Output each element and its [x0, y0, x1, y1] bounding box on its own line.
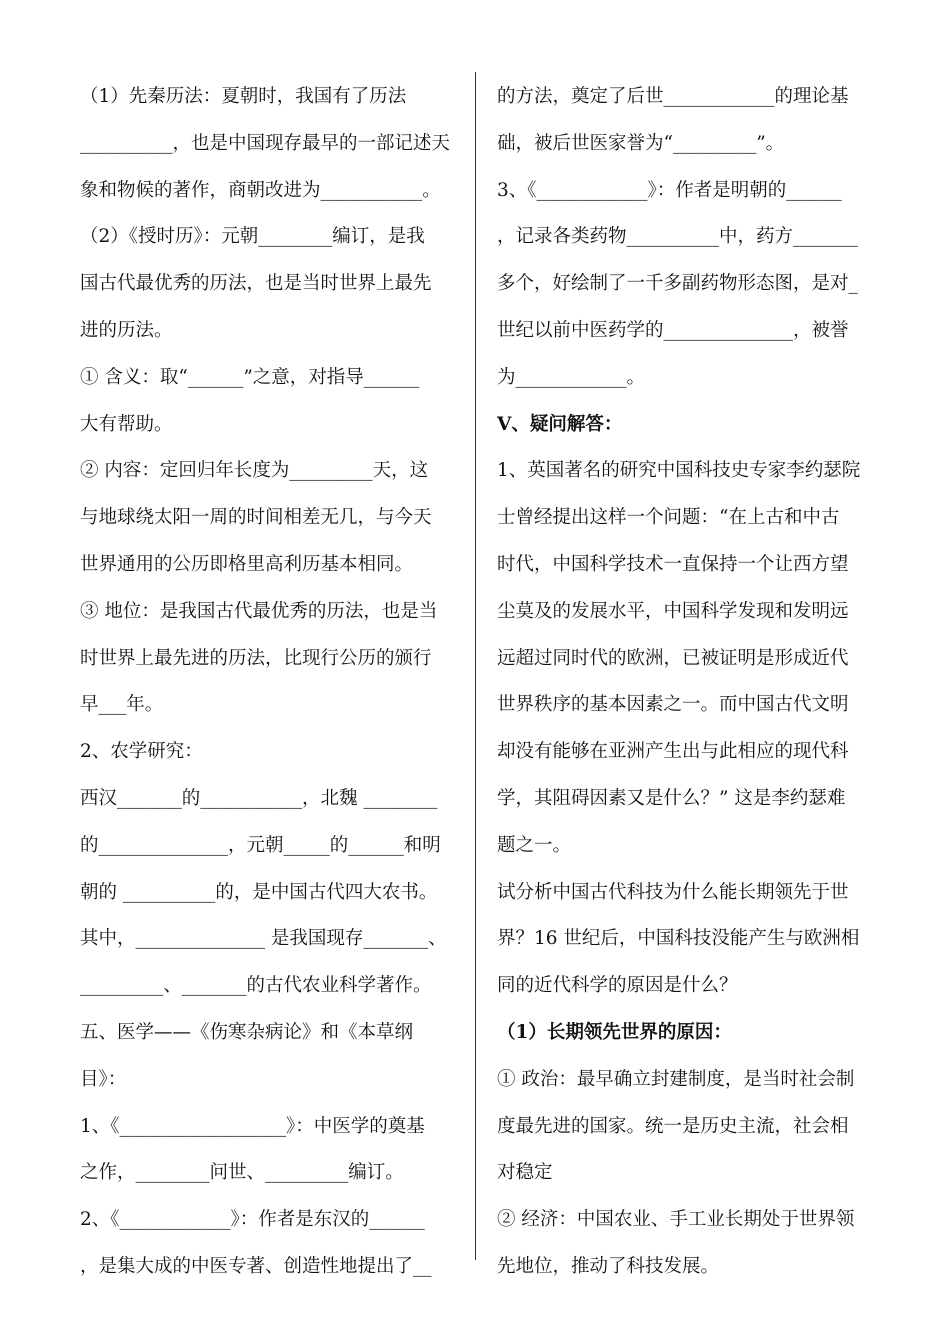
text-line: ① 政治：最早确立封建制度，是当时社会制 [497, 1068, 855, 1090]
text-line: 却没有能够在亚洲产生出与此相应的现代科 [497, 741, 849, 763]
text-line: 界？16 世纪后，中国科技没能产生与欧洲相 [497, 928, 860, 950]
text-line: __________，也是中国现存最早的一部记述天 [80, 132, 451, 154]
text-line: 尘莫及的发展水平，中国科学发现和发明远 [497, 600, 849, 622]
text-line: 进的历法。 [80, 319, 173, 341]
text-line: 对稳定 [497, 1162, 553, 1184]
text-line: （2）《授时历》：元朝________编订，是我 [80, 226, 425, 248]
text-line: （1）长期领先世界的原因： [497, 1021, 732, 1043]
text-line: 学，其阻碍因素又是什么？” 这是李约瑟难 [497, 787, 846, 809]
text-line: 多个，好绘制了一千多副药物形态图，是对_ [497, 273, 858, 295]
text-line: 国古代最优秀的历法，也是当时世界上最先 [80, 273, 432, 295]
text-line: 世界通用的公历即格里高利历基本相同。 [80, 553, 414, 575]
text-line: 目》： [80, 1068, 127, 1090]
text-line: 试分析中国古代科技为什么能长期领先于世 [497, 881, 849, 903]
text-line: 西汉_______的___________，北魏 ________ [80, 787, 438, 809]
text-line: ，是集大成的中医专著、创造性地提出了__ [80, 1255, 432, 1277]
text-line: 先地位，推动了科技发展。 [497, 1255, 720, 1277]
text-line: 1、英国著名的研究中国科技史专家李约瑟院 [497, 460, 861, 482]
text-line: 世纪以前中医药学的______________，被誉 [497, 319, 849, 341]
text-line: 象和物候的著作，商朝改进为___________。 [80, 179, 441, 201]
text-line: 为____________。 [497, 366, 646, 388]
text-line: 时代，中国科学技术一直保持一个让西方望 [497, 553, 849, 575]
text-line: ，记录各类药物__________中，药方_______ [497, 226, 858, 248]
column-divider [475, 72, 476, 1260]
text-line: 的______________，元朝_____的______和明 [80, 834, 441, 856]
text-line: 3、《____________》：作者是明朝的______ [497, 179, 842, 201]
text-line: _________、_______的古代农业科学著作。 [80, 975, 432, 997]
text-line: （1）先秦历法：夏朝时，我国有了历法 [80, 86, 407, 107]
text-line: Ⅴ、疑问解答： [497, 413, 623, 435]
text-line: 远超过同时代的欧洲，已被证明是形成近代 [497, 647, 849, 669]
text-line: 同的近代科学的原因是什么？ [497, 975, 738, 997]
right-column [497, 74, 875, 1291]
text-line: 度最先进的国家。统一是历史主流，社会相 [497, 1115, 849, 1137]
text-line: 大有帮助。 [80, 413, 173, 435]
text-line: 题之一。 [497, 834, 572, 856]
text-line: 早___年。 [80, 694, 164, 716]
text-line: 的方法，奠定了后世____________的理论基 [497, 86, 849, 107]
text-line: 2、《____________》：作者是东汉的______ [80, 1209, 425, 1231]
text-line: 世界秩序的基本因素之一。而中国古代文明 [497, 694, 849, 716]
text-line: 士曾经提出这样一个问题：“在上古和中古 [497, 507, 840, 529]
text-line: 五、医学——《伤寒杂病论》和《本草纲 [80, 1021, 414, 1043]
text-line: 时世界上最先进的历法，比现行公历的颁行 [80, 647, 432, 669]
text-line: ① 含义：取“______”之意，对指导______ [80, 366, 420, 388]
text-line: 之作，________问世、_________编订。 [80, 1162, 404, 1184]
text-line: 1、《__________________》：中医学的奠基 [80, 1115, 425, 1137]
text-line: 与地球绕太阳一周的时间相差无几，与今天 [80, 507, 432, 529]
text-line: 其中，______________ 是我国现存_______、 [80, 928, 447, 950]
text-line: ② 内容：定回归年长度为_________天，这 [80, 460, 429, 482]
text-line: 础，被后世医家誉为“_________”。 [497, 132, 785, 154]
text-line: 2、农学研究： [80, 741, 203, 763]
text-line: 朝的 __________的，是中国古代四大农书。 [80, 881, 438, 903]
text-line: ② 经济：中国农业、手工业长期处于世界领 [497, 1209, 855, 1231]
left-column [80, 74, 460, 1291]
text-line: ③ 地位：是我国古代最优秀的历法，也是当 [80, 600, 438, 622]
